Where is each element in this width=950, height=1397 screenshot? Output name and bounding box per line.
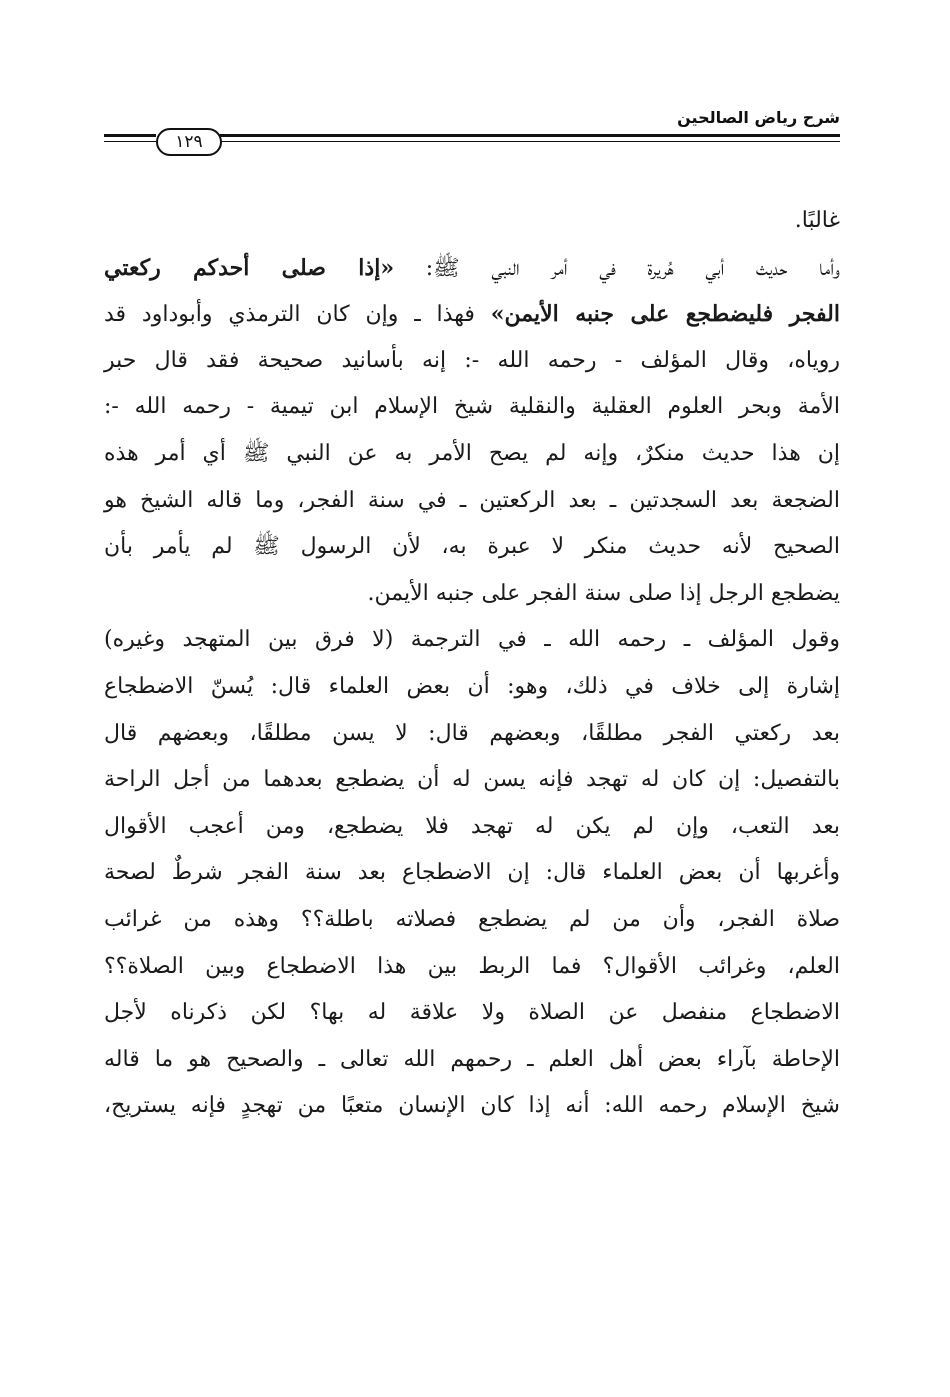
text-line-2-plain: وأما حديث أبي هُريرة في أمر النبي ﷺ:	[394, 255, 840, 281]
text-line-2	[104, 245, 840, 292]
text-line-14: بعد التعب، وإن لم يكن له تهجد فلا يضطجع، ومن أعجب الأقوال	[104, 813, 840, 839]
text-line-15: وأغربها أن بعض العلماء قال: إن الاضطجاع بعد سنة الفجر شرطٌ لصحة	[104, 860, 840, 886]
hadith-quote-start: «إذا صلى أحدكم ركعتي	[104, 254, 395, 281]
hadith-quote-end: الفجر فليضطجع على جنبه الأيمن»	[490, 301, 840, 328]
text-line-16: صلاة الفجر، وأن من لم يضطجع فصلاته باطلة؟؟ وهذه من غرائب	[104, 906, 840, 932]
text-line-13: بالتفصيل: إن كان له تهجد فإنه يسن له أن يضطجع بعدهما من أجل الراحة	[104, 767, 840, 793]
text-line-20: شيخ الإسلام رحمه الله: أنه إذا كان الإنسان متعبًا من تهجدٍ فإنه يستريح،	[104, 1093, 840, 1119]
page-header	[104, 108, 840, 152]
text-line-18: الاضطجاع منفصل عن الصلاة ولا علاقة له بها؟ لكن ذكرناه لأجل	[104, 1000, 840, 1026]
text-line-11: إشارة إلى خلاف في ذلك، وهو: أن بعض العلماء قال: يُسنّ الاضطجاع	[104, 673, 840, 699]
text-line-1: غالبًا.	[794, 208, 840, 233]
text-line-10: وقول المؤلف ـ رحمه الله ـ في الترجمة (لا فرق بين المتهجد وغيره)	[104, 627, 840, 653]
text-line-17: العلم، وغرائب الأقوال؟ فما الربط بين هذا الاضطجاع وبين الصلاة؟؟	[104, 953, 840, 979]
body-text	[104, 198, 840, 1130]
text-line-12: بعد ركعتي الفجر مطلقًا، وبعضهم قال: لا يسن مطلقًا، وبعضهم قال	[104, 720, 840, 746]
text-line-6: إن هذا حديث منكرٌ، وإنه لم يصح الأمر به عن النبي ﷺ أي أمر هذه	[104, 440, 840, 466]
text-line-9: يضطجع الرجل إذا صلى سنة الفجر على جنبه الأيمن.	[367, 580, 840, 606]
text-line-3-plain: فهذا ـ وإن كان الترمذي وأبوداود قد	[104, 302, 491, 328]
text-line-8: الصحيح لأنه حديث منكر لا عبرة به، لأن الرسول ﷺ لم يأمر بأن	[104, 534, 840, 560]
header-rule-left-thick	[104, 134, 156, 137]
page-number: ١٢٩	[156, 128, 222, 156]
text-line-3	[104, 291, 840, 338]
text-line-7: الضجعة بعد السجدتين ـ بعد الركعتين ـ في سنة الفجر، وما قاله الشيخ هو	[104, 487, 840, 513]
header-rule-right-thin	[218, 141, 840, 142]
header-rule-left-thin	[104, 141, 156, 142]
text-line-5: الأمة وبحر العلوم العقلية والنقلية شيخ الإسلام ابن تيمية - رحمه الله -:	[104, 394, 840, 420]
running-title: شرح رياض الصالحين	[677, 108, 840, 127]
text-line-4: روياه، وقال المؤلف - رحمه الله -: إنه بأسانيد صحيحة فقد قال حبر	[104, 347, 840, 373]
header-rule-right-thick	[218, 134, 840, 137]
text-line-19: الإحاطة بآراء بعض أهل العلم ـ رحمهم الله تعالى ـ والصحيح هو ما قاله	[104, 1046, 840, 1072]
